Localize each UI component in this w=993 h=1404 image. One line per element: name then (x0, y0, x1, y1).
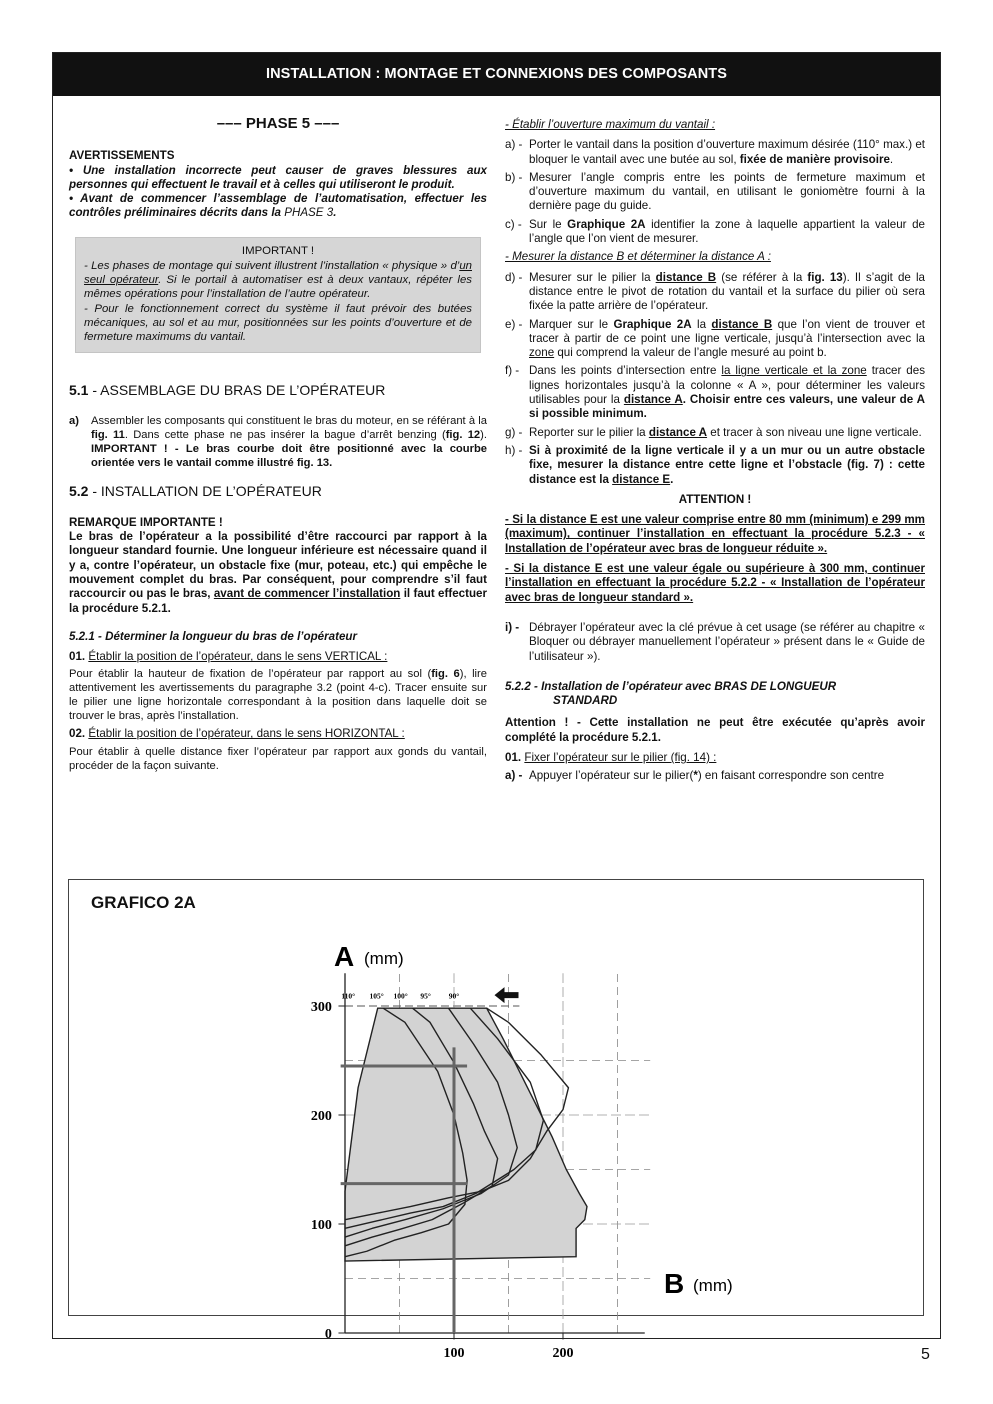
step-5-1-a (69, 414, 487, 470)
step-label: a) (69, 414, 79, 427)
important-title: IMPORTANT ! (241, 244, 315, 257)
text-run: que l’on vient de trouver et tracer à partir de ce point une ligne verticale, jusqu’à l’intersection avec la (529, 317, 925, 345)
step-a (505, 138, 925, 167)
step-heading: Établir la position de l’opérateur, dans le sens HORIZONTAL : (88, 727, 405, 741)
section-5-2-2-title-1: 5.2.2 - Installation de l’opérateur avec BRAS DE LONGUEUR (505, 679, 837, 693)
text-run: Mesurer sur le pilier la (529, 270, 656, 284)
text-run: . (889, 152, 894, 166)
text-run: Appuyer l’opérateur sur le pilier( (529, 769, 694, 783)
warning-2-end: . (333, 206, 337, 220)
text-run-bold: distance B (655, 270, 717, 284)
fig-ref: fig. 11 (91, 428, 125, 441)
text-run-bold: Graphique 2A (567, 217, 646, 231)
text-run: est une valeur égale ou supérieure à 300 mm, continuer l’installation en effectuant la procédure 5.2.2 - « Installation de l’opérateur avec bras de longueur standard ». (505, 562, 925, 604)
step-label: d) - (505, 270, 523, 284)
text-run-bold: Attention ! (505, 716, 569, 730)
step-heading: Fixer l’opérateur sur le pilier (fig. 14) : (524, 750, 717, 764)
attention-note (505, 716, 925, 745)
warning-2-text: • Avant de commencer l’assemblage de l’automatisation, effectuer les contrôles préliminaires décrits dans la (69, 192, 487, 220)
step-number: 02. (69, 727, 86, 741)
section-5-1-number: 5.1 (69, 382, 89, 399)
text-run-bold: distance E (543, 562, 603, 576)
section-5-2-number: 5.2 (69, 482, 89, 499)
step-heading: Établir la position de l’opérateur, dans le sens VERTICAL : (88, 650, 388, 664)
angle-label: 110° (341, 991, 356, 1001)
text-run-bold: distance A (648, 425, 708, 439)
y-tick-label: 300 (310, 1000, 332, 1015)
step-01-title (69, 650, 487, 664)
step-label: a) - (505, 769, 523, 783)
text-run: (se référer à la (716, 270, 808, 284)
text-run: Porter le vantail dans la position d’ouverture maximum désirée (110° max.) et bloquer le vantail avec une butée au sol, (529, 138, 925, 166)
text-run: Pour établir la hauteur de fixation de l’opérateur par rapport au sol ( (69, 668, 432, 681)
chart-grafico-2a (68, 879, 924, 1361)
step-text (529, 318, 925, 361)
text-run: . Dans cette phase ne pas insérer la bague d’arrêt benzing ( (124, 428, 446, 441)
chart-title: GRAFICO 2A (91, 893, 196, 912)
step-text (529, 218, 925, 247)
remark-text (69, 530, 487, 616)
step-label: b) - (505, 170, 523, 184)
step-text: Débrayer l’opérateur avec la clé prévue à cet usage (se référer au chapitre « Bloquer ou débrayer manuellement l’opérateur » présent dans le « Guide de l’utilisateur »). (529, 620, 925, 663)
important-box (75, 237, 481, 353)
important-text-1 (84, 259, 472, 302)
text-run: Assembler les composants qui constituent le bras du moteur, en se référant à la (91, 414, 487, 427)
text-run-bold: distance A (623, 393, 683, 407)
section-5-2-1-title: 5.2.1 - Déterminer la longueur du bras de l’opérateur (69, 629, 357, 643)
text-run: ) en faisant correspondre son centre (697, 769, 885, 783)
step-number: 01. (69, 650, 86, 664)
text-run: Marquer sur le (529, 317, 614, 331)
warning-2 (69, 192, 487, 221)
text-run: la (691, 317, 712, 331)
warning-1: • Une installation incorrecte peut causer de graves blessures aux personnes qui effectuent le travail et à celles qui utiliseront le produit. (69, 163, 487, 191)
chart-zone (345, 1008, 587, 1261)
text-run: est une valeur comprise entre 80 mm (minimum) e 299 mm (maximum), continuer l’installation en effectuant la procédure 5.2.3 - « Installation de l’opérateur avec bras de longueur réduite ». (505, 513, 925, 555)
x-tick-label: 100 (443, 1346, 465, 1361)
angle-label: 90° (448, 991, 460, 1001)
important-1b: un seul opérateur (84, 259, 472, 287)
text-run-underline: la ligne verticale et la zone (721, 364, 867, 378)
section-5-1-label: - ASSEMBLAGE DU BRAS DE L’OPÉRATEUR (88, 382, 386, 399)
text-run: qui comprend la valeur de l’angle mesuré au point b. (554, 346, 827, 360)
text-run: ). (480, 428, 487, 441)
left-column (69, 111, 487, 773)
page-number: 5 (921, 1346, 930, 1363)
section-banner: INSTALLATION : MONTAGE ET CONNEXIONS DES COMPOSANTS (53, 53, 940, 96)
text-run: ). Il s’agit de la distance entre le pivot de rotation du vantail et la surface du pilier où sera fixée la patte arrière de l’opérateur. (529, 270, 925, 313)
step-label: f) - (505, 364, 520, 378)
important-text-2: - Pour le fonctionnement correct du système il faut prévoir des butées mécaniques, au sol et au mur, positionnées sur les points d’ouverture et de fermeture maximums du vantail. (84, 302, 472, 343)
fig-ref: fig. 13 (807, 270, 843, 284)
angle-label: 105° (369, 991, 384, 1001)
text-run-bold: . Choisir entre ces valeurs, une valeur de A si possible minimum. (529, 393, 925, 421)
section-5-2-title (69, 484, 487, 498)
step-label: c) - (505, 217, 522, 231)
step-i (505, 621, 925, 664)
text-run-underline: avant de commencer l’installation (213, 587, 401, 601)
section-5-2-2-title-2: STANDARD (553, 694, 618, 708)
text-run: Reporter sur le pilier la (529, 425, 649, 439)
step-a2 (505, 769, 925, 783)
x-axis-unit: (mm) (693, 1276, 733, 1295)
step-text (529, 769, 925, 783)
step-01-fix (505, 751, 925, 765)
text-run: - Si la (505, 513, 540, 527)
y-tick-label: 200 (310, 1109, 332, 1124)
fig-ref: fig. 6 (431, 668, 460, 681)
heading-max-opening: - Établir l’ouverture maximum du vantail : (505, 118, 716, 131)
text-run: Si à proximité de la ligne verticale il y a un mur ou un autre obstacle fixe, mesurer la distance entre cette ligne et l’obstacle (fig. 7) : cette distance est la (529, 443, 925, 486)
text-run: . (670, 472, 674, 486)
step-01-text (69, 667, 487, 723)
text-run-bold: distance E (539, 513, 598, 527)
step-text (529, 364, 925, 421)
step-label: a) - (505, 138, 523, 152)
step-b (505, 171, 925, 214)
text-run-underline: zone (529, 346, 555, 360)
text-run: - Cette installation ne peut être exécutée qu’après avoir complété la procédure 5.2.1. (505, 716, 925, 744)
step-e (505, 318, 925, 361)
step-h (505, 444, 925, 487)
remark-title: REMARQUE IMPORTANTE ! (69, 515, 223, 529)
important-1a: - Les phases de montage qui suivent illustrent l’installation « physique » d’ (84, 259, 460, 272)
step-label: i) - (505, 620, 520, 634)
attention-title: ATTENTION ! (678, 492, 752, 506)
warnings-title: AVERTISSEMENTS (69, 149, 175, 163)
warning-2-phase: PHASE 3 (284, 206, 334, 220)
chart-svg (69, 880, 925, 1361)
text-run: et tracer à son niveau une ligne verticale. (707, 425, 922, 439)
section-5-1-title (69, 383, 487, 397)
text-run-bold: * (693, 769, 698, 783)
text-run: Dans les points d’intersection entre (529, 364, 722, 378)
step-c (505, 218, 925, 247)
text-run: Sur le (529, 217, 568, 231)
text-run: tracer des lignes horizontales jusqu’à la colonne « A », pour déterminer les valeurs utilisables pour la (529, 364, 925, 407)
step-text (91, 414, 487, 470)
attention-case-1 (505, 513, 925, 556)
attention-case-2 (505, 562, 925, 605)
text-run-bold: IMPORTANT ! - Le bras courbe doit être positionné avec la courbe orientée vers le vantail comme illustré fig. 13. (91, 442, 487, 469)
text-run: Le bras de l’opérateur a la possibilité d’être raccourci par rapport à la longueur standard fournie. Une longueur inférieure est nécessaire quand il y a, contre l’opérateur, un obstacle fixe (mur, poteau, etc.) qui empêche le mouvement complet du bras. Par conséquent, pour comprendre s’il faut raccourcir ou pas le bras, (69, 530, 487, 601)
y-axis-unit: (mm) (364, 949, 404, 968)
text-run: il faut effectuer la procédure 5.2.1. (69, 587, 488, 615)
text-run: - Si la (505, 562, 544, 576)
text-run-bold: fixée de manière provisoire (739, 152, 890, 166)
section-5-2-label: - INSTALLATION DE L’OPÉRATEUR (88, 482, 322, 499)
y-tick-label: 0 (324, 1327, 332, 1342)
x-tick-label: 200 (552, 1346, 574, 1361)
step-label: e) - (505, 317, 523, 331)
fig-ref: fig. 12 (445, 428, 481, 441)
step-text (529, 426, 925, 440)
text-run-bold: distance B (711, 317, 773, 331)
y-axis-letter: A (334, 941, 355, 972)
x-axis-letter: B (664, 1268, 685, 1299)
step-text (529, 138, 925, 167)
arrow-icon (495, 987, 519, 1003)
text-run-bold: Graphique 2A (613, 317, 692, 331)
angle-label: 95° (420, 991, 431, 1001)
step-text (529, 271, 925, 314)
text-run: identifier la zone à laquelle appartient la valeur de l’angle que l’on vient de mesurer. (529, 217, 925, 246)
step-label: h) - (505, 443, 523, 457)
step-text: Mesurer l’angle compris entre les points de fermeture maximum et d’ouverture maximum du vantail, en utilisant le goniomètre fourni à la dernière page du guide. (529, 170, 925, 213)
step-02-title (69, 727, 487, 741)
heading-distances: - Mesurer la distance B et déterminer la distance A : (505, 250, 771, 264)
step-number: 01. (505, 750, 522, 764)
right-column (505, 118, 925, 788)
page-frame (52, 52, 941, 1361)
y-tick-label: 100 (310, 1218, 332, 1233)
text-run: ), lire attentivement les avertissements du paragraphe 3.2 (point 4-c). Tracer ensuite sur le pilier une ligne horizontale correspondant à la position dans laquelle doit se trouver le bras, après l’installation. (69, 668, 487, 723)
step-text (529, 444, 925, 487)
important-1c: . Si le portail à automatiser est à deux vantaux, répéter les mêmes opérations pour l’installation de l’autre opérateur. (84, 274, 472, 301)
angle-label: 100° (393, 991, 408, 1001)
step-g (505, 426, 925, 440)
phase-title: ––– PHASE 5 ––– (216, 115, 340, 132)
text-run-bold: distance E (612, 472, 671, 486)
step-02-text: Pour établir à quelle distance fixer l’opérateur par rapport aux gonds du vantail, procéder de la façon suivante. (69, 745, 487, 772)
step-f (505, 364, 925, 421)
step-label: g) - (505, 425, 523, 439)
step-d (505, 271, 925, 314)
